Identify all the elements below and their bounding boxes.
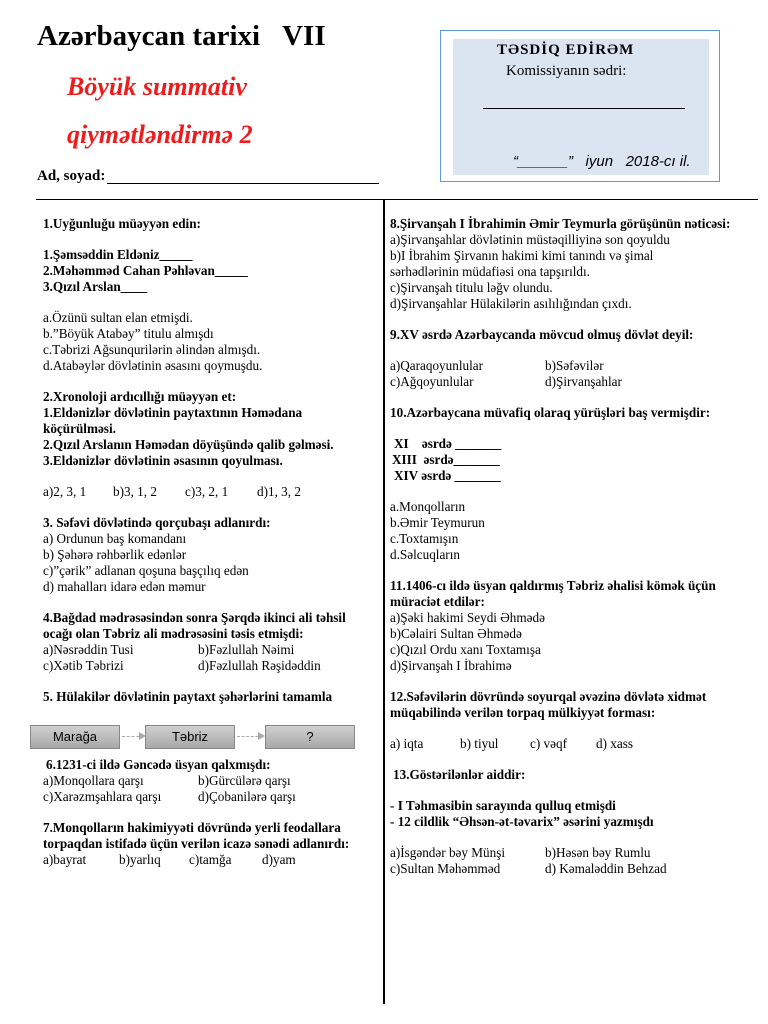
answer-option: d)Fəzlullah Rəşidəddin	[198, 658, 321, 673]
capital-flow	[43, 725, 373, 765]
question-title: 3. Səfəvi dövlətində qorçubaşı adlanırdı:	[43, 515, 271, 530]
answer-option: a)Şəki hakimi Seydi Əhmədə	[390, 610, 545, 625]
answer-option: d)Şirvanşahlar	[545, 374, 622, 389]
subtitle-line-1: Böyük summativ	[67, 72, 247, 101]
answer-options	[390, 845, 760, 877]
answer-option: a)2, 3, 1	[43, 484, 87, 499]
answer-option: c)Sultan Məhəmməd	[390, 861, 501, 876]
question-title: 8.Şirvanşah I İbrahimin Əmir Teymurla görüşünün nəticəsi:	[390, 216, 731, 231]
sequence-item: 1.Eldənizlər dövlətinin paytaxtının Həmədana köçürülməsi.	[43, 405, 303, 436]
answer-option: b)Cəlairi Sultan Əhmədə	[390, 626, 522, 641]
answer-option: b)3, 1, 2	[113, 484, 157, 499]
answer-option: b) Şəhərə rəhbərlik edənlər	[43, 547, 187, 562]
question-10	[390, 405, 760, 563]
answer-option: b)Həsən bəy Rumlu	[545, 845, 651, 860]
answer-option: c.Toxtamışın	[390, 531, 459, 546]
column-divider	[383, 199, 385, 1004]
approval-date: “______” iyun 2018-cı il.	[513, 153, 691, 170]
answer-option: d)Şirvanşah I İbrahimə	[390, 658, 512, 673]
answer-option: b)Fəzlullah Nəimi	[198, 642, 295, 657]
answer-options	[390, 358, 760, 390]
approval-subtitle: Komissiyanın sədri:	[506, 63, 627, 79]
answer-option: b)Səfəvilər	[545, 358, 604, 373]
flow-box-question[interactable]: ?	[265, 725, 355, 749]
question-title: 13.Göstərilənlər aiddir:	[393, 767, 526, 782]
approval-title: TƏSDİQ EDİRƏM	[497, 42, 635, 58]
flow-box: Marağa	[30, 725, 120, 749]
approval-box	[440, 30, 720, 182]
right-column	[390, 216, 760, 877]
question-13	[390, 767, 760, 877]
answer-option: a.Monqolların	[390, 499, 466, 514]
answer-option: c)3, 2, 1	[185, 484, 229, 499]
answer-option: b)I İbrahim Şirvanın hakimi kimi tanındı və şimal sərhədlərinin müdafiəsi ona tapşırıldı.	[390, 248, 654, 279]
answer-option: a) Ordunun baş komandanı	[43, 531, 187, 546]
question-title: 4.Bağdad mədrəsəsindən sonra Şərqdə ikinci ali təhsil ocağı olan Təbriz ali mədrəsəsini təsis etmişdi:	[43, 610, 346, 641]
question-title: 5. Hülakilər dövlətinin paytaxt şəhərlərini tamamla	[43, 689, 333, 704]
arrow-right-icon	[122, 736, 144, 738]
century-item: XIII əsrdə_______	[392, 452, 500, 467]
approval-box-inner	[453, 39, 709, 175]
question-2	[43, 389, 373, 500]
answer-option: a)Nəsrəddin Tusi	[43, 642, 134, 657]
answer-option: d)1, 3, 2	[257, 484, 301, 499]
answer-option: c)”çərik” adlanan qoşuna başçılıq edən	[43, 563, 249, 578]
question-5	[43, 689, 373, 765]
answer-option: c)Qızıl Ordu xanı Toxtamışa	[390, 642, 541, 657]
answer-option: c)Şirvanşah titulu ləğv olundu.	[390, 280, 553, 295]
answer-option: d)yam	[262, 852, 296, 867]
answer-option: b.Əmir Teymurun	[390, 515, 485, 530]
answer-option: d) xass	[596, 736, 633, 751]
signature-line	[483, 108, 685, 109]
answer-option: b) tiyul	[460, 736, 499, 751]
sequence-item: 2.Qızıl Arslanın Həmədan döyüşündə qalib gəlməsi.	[43, 437, 334, 452]
clue-item: - I Təhmasibin sarayında qulluq etmişdi	[390, 798, 616, 813]
answer-option: d)Çobanilərə qarşı	[198, 789, 296, 804]
question-title: 11.1406-cı ildə üsyan qaldırmış Təbriz əhalisi kömək üçün müraciət etdilər:	[390, 578, 716, 609]
answer-option: a) iqta	[390, 736, 424, 751]
question-12	[390, 689, 760, 752]
question-title: 9.XV əsrdə Azərbaycanda mövcud olmuş dövlət deyil:	[390, 327, 694, 342]
document-title	[37, 20, 326, 53]
century-item: XI əsrdə _______	[394, 436, 502, 451]
subtitle-line-2: qiymətləndirmə 2	[67, 120, 253, 149]
answer-option: d.Səlcuqların	[390, 547, 460, 562]
answer-option: c) vəqf	[530, 736, 567, 751]
answer-options	[43, 852, 373, 868]
answer-options	[390, 736, 760, 752]
name-label: Ad, soyad:	[37, 168, 106, 184]
answer-option: c)tamğa	[189, 852, 232, 867]
answer-option: a)bayrat	[43, 852, 87, 867]
answer-option: d.Atabəylər dövlətinin əsasını qoymuşdu.	[43, 358, 263, 373]
answer-option: b.”Böyük Atabəy” titulu almışdı	[43, 326, 214, 341]
sequence-item: 3.Eldənizlər dövlətinin əsasının qoyulması.	[43, 453, 283, 468]
arrow-right-icon	[237, 736, 263, 738]
answer-option: b)yarlıq	[119, 852, 161, 867]
match-item: 1.Şəmsəddin Eldəniz_____	[43, 247, 193, 262]
answer-option: a)Monqollara qarşı	[43, 773, 144, 788]
answer-option: d) Kəmaləddin Behzad	[545, 861, 667, 876]
left-column	[43, 216, 373, 868]
header-divider	[36, 199, 758, 200]
match-item: 3.Qızıl Arslan____	[43, 279, 148, 294]
clue-item: - 12 cildlik “Əhsən-ət-təvarix” əsərini yazmışdı	[390, 814, 654, 829]
question-11	[390, 578, 760, 674]
question-title: 12.Səfəvilərin dövründə soyurqal əvəzinə dövlətə xidmət müqabilində verilən torpaq mülkiyyət forması:	[390, 689, 707, 720]
answer-option: c)Ağqoyunlular	[390, 374, 474, 389]
question-4	[43, 610, 373, 674]
answer-option: c)Xarəzmşahlara qarşı	[43, 789, 162, 804]
answer-option: b)Gürcülərə qarşı	[198, 773, 291, 788]
flow-box: Təbriz	[145, 725, 235, 749]
answer-options	[43, 642, 373, 674]
answer-option: a)İsgəndər bəy Münşi	[390, 845, 505, 860]
question-title: 2.Xronoloji ardıcıllığı müəyyən et:	[43, 389, 237, 404]
answer-options	[43, 773, 373, 805]
name-input-line[interactable]	[107, 183, 379, 184]
grade-label: VII	[282, 20, 326, 52]
question-8	[390, 216, 760, 312]
answer-options	[43, 484, 373, 500]
answer-option: a.Özünü sultan elan etmişdi.	[43, 310, 193, 325]
subject-title: Azərbaycan tarixi	[37, 20, 261, 52]
century-item: XIV əsrdə _______	[394, 468, 501, 483]
question-7	[43, 820, 373, 868]
question-3	[43, 515, 373, 595]
question-title: 10.Azərbaycana müvafiq olaraq yürüşləri baş vermişdir:	[390, 405, 711, 420]
question-title: 6.1231-ci ildə Gəncədə üsyan qalxmışdı:	[46, 757, 271, 772]
answer-option: d) mahalları idarə edən məmur	[43, 579, 206, 594]
question-title: 7.Monqolların hakimiyyəti dövründə yerli feodallara torpaqdan istifadə üçün verilən icazə sənədi adlanırdı:	[43, 820, 350, 851]
answer-option: c.Təbrizi Ağsunqurilərin əlindən almışdı.	[43, 342, 261, 357]
question-9	[390, 327, 760, 390]
question-title: 1.Uyğunluğu müəyyən edin:	[43, 216, 201, 231]
match-item: 2.Məhəmməd Cahan Pəhləvan_____	[43, 263, 248, 278]
question-1	[43, 216, 373, 374]
answer-option: a)Şirvanşahlar dövlətinin müstəqilliyinə son qoyuldu	[390, 232, 670, 247]
answer-option: d)Şirvanşahlar Hülakilərin asılılığından çıxdı.	[390, 296, 632, 311]
answer-option: c)Xətib Təbrizi	[43, 658, 124, 673]
answer-option: a)Qaraqoyunlular	[390, 358, 484, 373]
